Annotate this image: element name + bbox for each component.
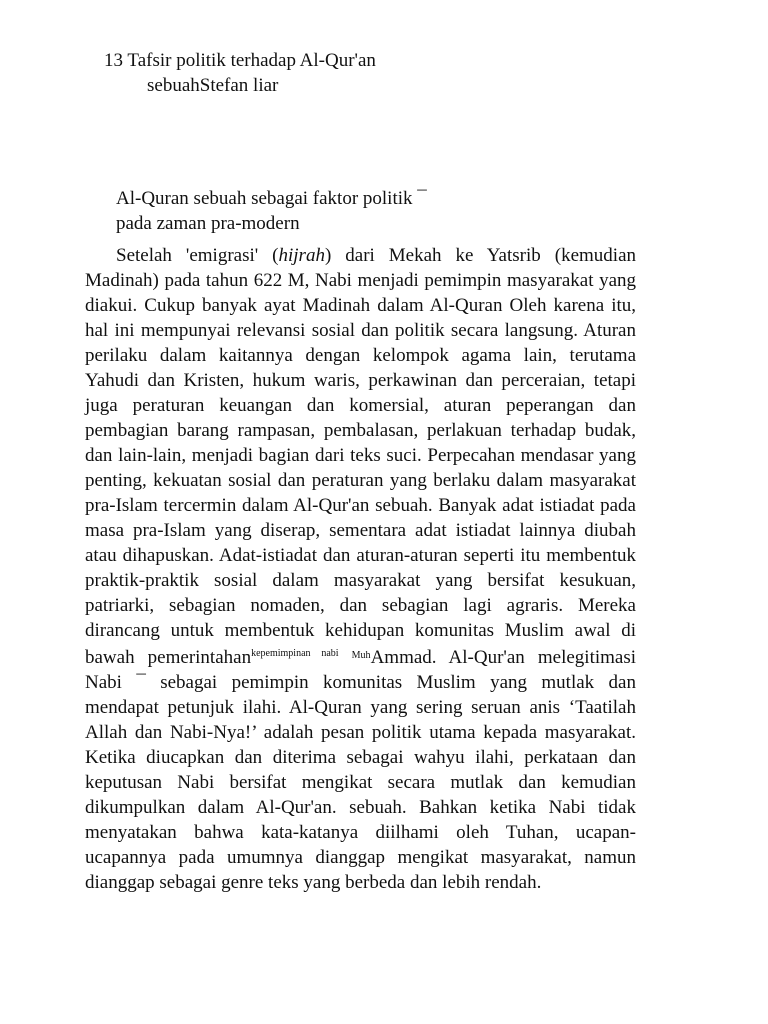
chapter-number: 13 <box>104 50 123 71</box>
hijrah-term: hijrah <box>278 245 325 266</box>
body-paragraph <box>85 243 636 895</box>
section-heading-line-2: pada zaman pra-modern <box>116 213 300 234</box>
chapter-title: Tafsir politik terhadap Al-Qur'an <box>127 50 376 71</box>
paragraph-text-2: ) dari Mekah ke Yatsrib (kemudian Madinah) pada tahun 622 M, Nabi menjadi pemimpin masyarakat yang diakui. Cukup banyak ayat Madinah dalam Al-Quran Oleh karena itu, hal ini mempunyai relevansi sosial dan politik secara langsung. Aturan perilaku dalam kaitannya dengan kelompok agama lain, terutama Yahudi dan Kristen, hukum waris, perkawinan dan perceraian, tetapi juga peraturan keuangan dan komersial, aturan peperangan dan pembagian barang rampasan, pembalasan, perlakuan terhadap budak, dan lain-lain, menjadi bagian dari teks suci. Perpecahan mendasar yang penting, kekuatan sosial dan peraturan yang berlaku dalam masyarakat pra-Islam tercermin dalam Al-Qur'an sebuah. Banyak adat istiadat pada masa pra-Islam yang diserap, sementara adat istiadat lainnya diubah atau dihapuskan. Adat-istiadat dan aturan-aturan seperti itu membentuk praktik-praktik sosial dalam masyarakat yang bersifat kesukuan, patriarki, sebagian nomaden, dan sebagian lagi agraris. Mereka dirancang untuk membentuk kehidupan komunitas Muslim awal di bawah pemerintahan <box>85 245 637 668</box>
small-prefix: Muh <box>351 650 371 661</box>
paragraph-text-3: Ammad. Al-Qur'an melegitimasi Nabi ¯ sebagai pemimpin komunitas Muslim yang mutlak dan mendapat petunjuk ilahi. Al-Quran yang sering seruan anis ‘Taatilah Allah dan Nabi-Nya!’ adalah pesan politik utama kepada masyarakat. Ketika diucapkan dan diterima sebagai wahyu ilahi, perkataan dan keputusan Nabi bersifat mengikat secara mutlak dan kemudian dikumpulkan dalam Al-Qur'an. sebuah. Bahkan ketika Nabi tidak menyatakan bahwa kata-katanya diilhami oleh Tuhan, ucapan-ucapannya pada umumnya dianggap mengikat masyarakat, namun dianggap sebagai genre teks yang berbeda dan lebih rendah. <box>85 647 637 893</box>
section-heading <box>116 186 427 236</box>
author-line: sebuahStefan liar <box>147 75 279 96</box>
superscript-note: kepemimpinan nabi <box>251 648 339 659</box>
section-heading-line-1: Al-Quran sebuah sebagai faktor politik ¯ <box>116 188 427 209</box>
running-header <box>104 48 376 98</box>
paragraph-text-1: Setelah 'emigrasi' ( <box>116 245 279 266</box>
chapter-title-line <box>104 48 376 73</box>
